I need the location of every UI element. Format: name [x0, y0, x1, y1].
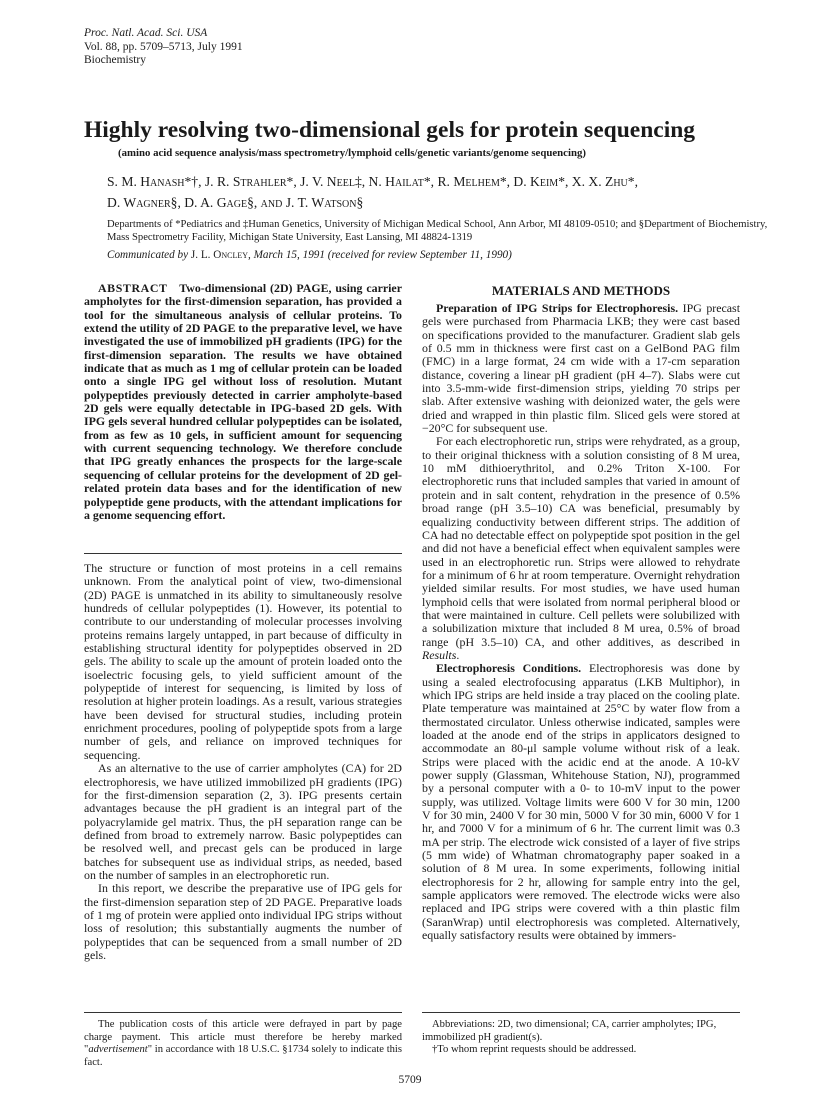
- footnote-divider-left: [84, 1012, 402, 1013]
- journal-name: Proc. Natl. Acad. Sci. USA: [84, 27, 208, 39]
- journal-volume: Vol. 88, pp. 5709–5713, July 1991: [84, 40, 243, 53]
- abstract-heading: ABSTRACT: [98, 281, 168, 295]
- methods-paragraph-3: [422, 662, 740, 942]
- authors-line-2: D. Wagner§, D. A. Gage§, and J. T. Watson§: [107, 195, 364, 210]
- methods-p3-text: Electrophoresis was done by using a sealed electrofocusing apparatus (LKB Multiphor), in which IPG strips are held inside a tray placed on the cooling plate. Plate temperature was maintained at 25°C by water flow from a thermostated circulator. Unless otherwise indicated, samples were loaded at the anode end of the strips in applicators designed to accommodate an 80-μl sample volume without risk of a leak. Strips were placed with the acidic end at the anode. A 10-kV power supply (Glassman, Whitehouse Station, NJ), programmed by a personal computer with a 0- to 10-mV input to the power supply, was utilized. Voltage limits were 600 V for 30 min, 1200 V for 30 min, 2400 V for 30 min, 5000 V for 30 min, 6000 V for 1 hr, and 7000 V for a minimum of 6 hr. The current limit was 0.3 mA per strip. The electrode wick consisted of a layer of five strips (5 mm wide) of Whatman chromatography paper soaked in a solution of 8 M urea. In some experiments, following initial electrophoresis for 2 hr, allowing for sample entry into the gel, sample applicators were removed. The electrode wicks were also replaced and IPG strips were covered with a thin plastic film (SaranWrap) until electrophoresis was completed. Alternatively, equally satisfactory results were obtained by immers-: [422, 661, 740, 943]
- author-list: [107, 171, 787, 213]
- methods-p1-text: IPG precast gels were purchased from Pharmacia LKB; they were cast based on specifications provided to the manufacturer. Gradient slab gels of 0.5 mm in thickness were first cast on a GelBond PAG film (FMC) in a large format, 24 cm wide with a 17-cm separation distance, covering a linear pH gradient (pH 4–7). Slabs were cut into 3.5-mm-wide first-dimension strips, yielding 70 strips per slab. After extensive washing with deionized water, the gels were dried and wrapped in thin plastic film. Sliced gels were stored at −20°C for subsequent use.: [422, 301, 740, 436]
- methods-paragraph-2: [422, 435, 740, 662]
- abstract-divider: [84, 553, 402, 554]
- affiliation-line-1: Departments of *Pediatrics and ‡Human Genetics, University of Michigan Medical School, Ann Arbor, MI 48109-0510; and §Department of Biochemistry,: [107, 219, 768, 230]
- abstract-text: Two-dimensional (2D) PAGE, using carrier ampholytes for the first-dimension separation, has provided a tool for the simultaneous analysis of cellular proteins. To extend the utility of 2D PAGE to the preparative level, we have investigated the use of immobilized pH gradients (IPG) for the first-dimension separation. The results we have obtained indicate that as much as 1 mg of cellular protein can be loaded onto a single IPG gel without loss of resolution. Mutant polypeptides previously detected in carrier ampholyte-based 2D gels were equally detectable in IPG-based 2D gels. With IPG gels several hundred cellular polypeptides can be isolated, from as few as 10 gels, in sufficient amount for sequencing with current sequencing technology. We therefore conclude that IPG greatly enhances the prospects for the large-scale sequencing of cellular proteins for the development of 2D gel-related protein data bases and for the identification of new polypeptide gene products, with the attendant implications for a genome sequencing effort.: [84, 281, 402, 522]
- footnote-italic: advertisement: [88, 1044, 148, 1055]
- introduction: [84, 562, 402, 962]
- page-number: 5709: [398, 1074, 422, 1086]
- comm-prefix: Communicated by: [107, 249, 191, 261]
- abbreviations: Abbreviations: 2D, two dimensional; CA, carrier ampholytes; IPG, immobilized pH gradient(s).: [422, 1019, 717, 1043]
- affiliations: [107, 218, 797, 244]
- abbreviations-footnote: [422, 1019, 740, 1057]
- methods-body: [422, 302, 740, 943]
- methods-p2-end: .: [456, 647, 460, 662]
- reprint-note: †To whom reprint requests should be addressed.: [432, 1044, 637, 1055]
- abstract: [84, 282, 402, 522]
- comm-name: J. L. Oncley: [190, 249, 249, 261]
- footnote-text-b: " in accordance with 18 U.S.C. §1734 solely to indicate this fact.: [84, 1044, 402, 1068]
- intro-paragraph-3: In this report, we describe the preparative use of IPG gels for the first-dimension separation step of 2D PAGE. Preparative loads of 1 mg of protein were applied onto individual IPG strips without loss of resolution; this substantially augments the number of polypeptides that can be sequenced from a small number of 2D gels.: [84, 881, 402, 962]
- subheading-ipg-strips: Preparation of IPG Strips for Electrophoresis.: [436, 301, 679, 315]
- authors-line-1: S. M. Hanash*†, J. R. Strahler*, J. V. Neel‡, N. Hailat*, R. Melhem*, D. Keim*, X. X. Zhu*,: [107, 174, 638, 189]
- affiliation-line-2: Mass Spectrometry Facility, Michigan State University, East Lansing, MI 48824-1319: [107, 232, 473, 243]
- intro-paragraph-2: As an alternative to the use of carrier ampholytes (CA) for 2D electrophoresis, we have utilized immobilized pH gradients (IPG) for the first-dimension separation (2, 3). IPG presents certain advantages because the pH gradient is an integral part of the polyacrylamide gel matrix. Thus, the pH separation range can be defined from broad to extremely narrow. Basic polypeptides can be resolved well, and precast gels can be produced in large batches for subsequent use as individual strips, as needed, based on the number of samples in an electrophoretic run.: [84, 761, 402, 882]
- methods-p2-italic: Results: [422, 647, 457, 662]
- methods-p2-text: For each electrophoretic run, strips were rehydrated, as a group, to their original thickness with a solution consisting of 8 M urea, 10 mM dithioerythritol, and 0.2% Triton X-100. For electrophoretic runs that included samples that varied in amount of protein and in salt content, rehydration in the presence of 0.5% broad range (pH 3.5–10) CA was beneficial, presumably by equalizing conductivity between different strips. The addition of CA had no detectable effect on polypeptide spot position in the gel and did not have a beneficial effect when equivalent samples were used in an electrophoretic run. Strips were allowed to rehydrate for a minimum of 6 hr at room temperature. Overnight rehydration yielded similar results. For most studies, we have used human lymphoid cells that were isolated from normal peripheral blood or that were maintained in culture. Cell pellets were solubilized with a solubilization mixture that included 8 M urea, 0.5% of broad range (pH 3.5–10) CA, and other additives, as described in: [422, 434, 740, 649]
- methods-heading: MATERIALS AND METHODS: [491, 283, 671, 298]
- paper-title: Highly resolving two-dimensional gels for protein sequencing: [84, 117, 696, 143]
- publication-cost-footnote: [84, 1019, 402, 1069]
- communicated-by: [107, 249, 797, 262]
- journal-header: [84, 27, 243, 68]
- journal-section: Biochemistry: [84, 54, 146, 66]
- keywords: (amino acid sequence analysis/mass spectrometry/lymphoid cells/genetic variants/genome sequencing): [118, 147, 586, 159]
- footnote-divider-right: [422, 1012, 740, 1013]
- intro-paragraph-1: The structure or function of most proteins in a cell remains unknown. From the analytical point of view, two-dimensional (2D) PAGE is unmatched in its ability to simultaneously resolve hundreds of cellular polypeptides (1). However, its potential to contribute to our understanding of molecular processes involving proteins remains largely untapped, in part because of difficulty in establishing structural identity for polypeptides observed in 2D gels. The ability to scale up the amount of protein loaded onto the isoelectric focusing gels, to yield sufficient amount of the polypeptide of interest for sequencing, is limited by loss of resolution at higher protein loadings. As a result, various strategies have been devised for structural studies, including protein enrichment procedures, pooling of polypeptide spots from a large number of gels, and reliance on improved techniques for sequencing.: [84, 561, 402, 762]
- footnote-text-a: The publication costs of this article were defrayed in part by page charge payment. This article must therefore be hereby marked ": [84, 1019, 402, 1055]
- comm-suffix: , March 15, 1991 (received for review September 11, 1990): [248, 249, 512, 261]
- methods-paragraph-1: [422, 302, 740, 435]
- subheading-electrophoresis: Electrophoresis Conditions.: [436, 661, 582, 676]
